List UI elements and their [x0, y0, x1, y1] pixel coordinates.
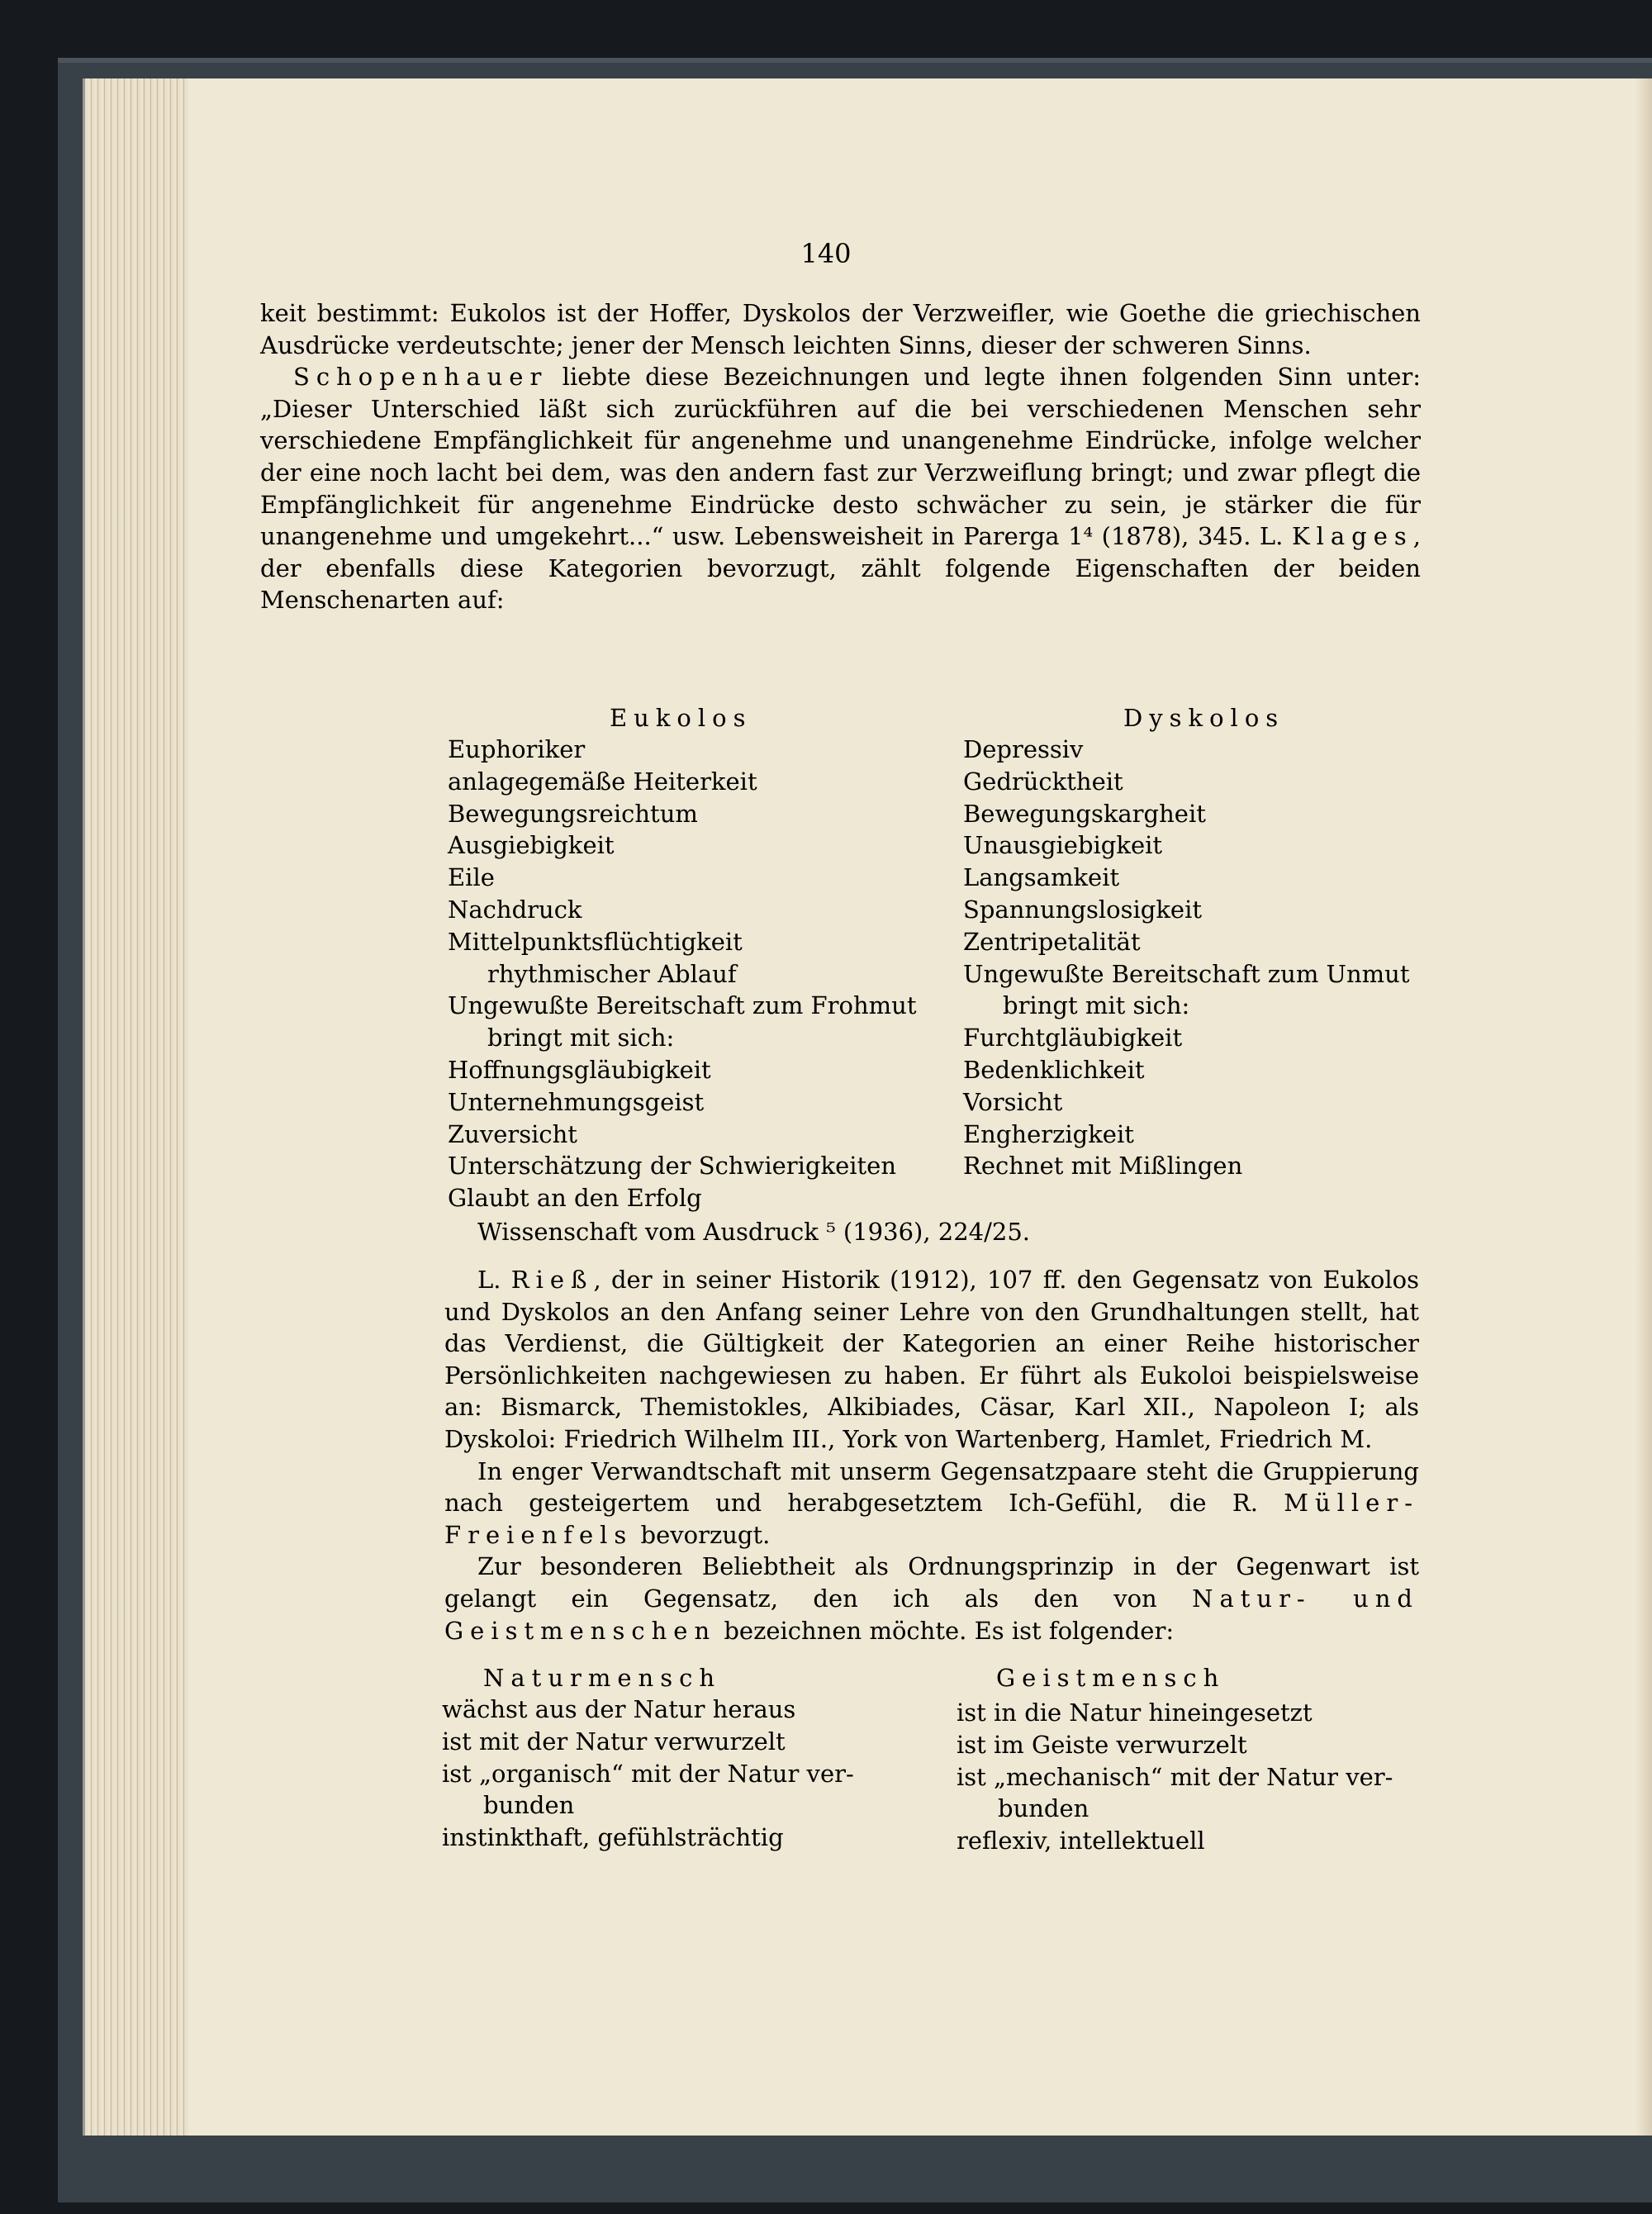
list-item: bringt mit sich: — [1003, 991, 1190, 1020]
list-item: Glaubt an den Erfolg — [448, 1184, 702, 1213]
list-item: Depressiv — [963, 735, 1084, 763]
list-item: bringt mit sich: — [487, 1024, 675, 1052]
paragraph-1: keit bestimmt: Eukolos ist der Hoffer, Dyskolos der Verzweifler, wie Goethe die griechischen Ausdrücke verdeutschte; jener der Mensch leichten Sinns, dieser der schweren Sinns. — [260, 299, 1421, 359]
list-item: ist mit der Natur verwurzelt — [442, 1727, 786, 1756]
list-item: Unternehmungsgeist — [448, 1087, 705, 1116]
paragraph-5: Zur besonderen Beliebtheit als Ordnungsprinzip in der Gegenwart ist gelangt ein Gegensatz, den ich als den von Natur- und Geistmenschen bezeichnen möchte. Es ist folgender: — [444, 1552, 1419, 1645]
list-item: Hoffnungsgläubigkeit — [448, 1055, 711, 1084]
table2-right-head: Geistmensch — [996, 1664, 1226, 1692]
list-item: reflexiv, intellektuell — [957, 1827, 1205, 1855]
list-item: Bedenklichkeit — [963, 1055, 1145, 1084]
page-stack-edges — [83, 78, 201, 2136]
table1-left-column — [448, 734, 917, 1214]
list-item: Unterschätzung der Schwierigkeiten — [448, 1152, 897, 1181]
list-item: ist „organisch“ mit der Natur ver- — [442, 1759, 854, 1788]
list-item: bunden — [998, 1794, 1089, 1823]
list-item: Nachdruck — [448, 895, 582, 924]
author-name: Rieß — [510, 1266, 594, 1294]
table1-right-head: Dyskolos — [1123, 704, 1285, 732]
list-item: Zuversicht — [448, 1119, 577, 1148]
list-item: Bewegungskargheit — [963, 799, 1206, 828]
table2-right-column — [957, 1697, 1393, 1857]
list-item: Ungewußte Bereitschaft zum Unmut — [963, 959, 1410, 988]
list-item: instinkthaft, gefühlsträchtig — [442, 1823, 784, 1852]
list-item: Ungewußte Bereitschaft zum Frohmut — [448, 991, 917, 1020]
list-item: Bewegungsreichtum — [448, 799, 698, 828]
table2-left-column — [442, 1694, 854, 1854]
list-item: Zentripetalität — [963, 927, 1141, 956]
list-item: Spannungslosigkeit — [963, 895, 1202, 924]
list-item: ist „mechanisch“ mit der Natur ver- — [957, 1762, 1393, 1791]
table1-left-head: Eukolos — [610, 704, 752, 732]
author-name: Müller-Freienfels — [444, 1489, 1419, 1549]
list-item: ist in die Natur hineingesetzt — [957, 1699, 1313, 1727]
list-item: Euphoriker — [448, 735, 586, 763]
list-item: Gedrücktheit — [963, 767, 1123, 796]
table2-left-head: Naturmensch — [483, 1664, 721, 1692]
emphasized-term: Natur- und Geistmenschen — [444, 1584, 1419, 1645]
list-item: Rechnet mit Mißlingen — [963, 1152, 1243, 1181]
list-item: anlagegemäße Heiterkeit — [448, 767, 757, 796]
author-name: Schopenhauer — [293, 363, 548, 392]
list-item: wächst aus der Natur heraus — [442, 1695, 796, 1723]
list-item: Eile — [448, 863, 495, 892]
list-item: bunden — [483, 1791, 575, 1820]
list-item: Unausgiebigkeit — [963, 831, 1163, 860]
table1-source: Wissenschaft vom Ausdruck ⁵ (1936), 224/25. — [477, 1218, 1031, 1246]
page-gutter-shadow — [1635, 78, 1652, 2136]
middle-text — [444, 1264, 1419, 1646]
list-item: Mittelpunktsflüchtigkeit — [448, 927, 743, 956]
paragraph-4: In enger Verwandtschaft mit unserm Gegensatzpaare steht die Gruppierung nach gesteigertem und herabgesetztem Ich-Gefühl, die R. Müller-Freienfels bevorzugt. — [444, 1456, 1419, 1549]
list-item: Ausgiebigkeit — [448, 831, 615, 860]
intro-text — [260, 297, 1421, 616]
table1-right-column — [963, 734, 1410, 1182]
page-number: 140 — [800, 238, 852, 269]
paragraph-2: Schopenhauer liebte diese Bezeichnungen und legte ihnen folgenden Sinn unter: „Dieser Unterschied läßt sich zurückführen auf die bei verschiedenen Menschen sehr verschiedene Empfänglichkeit für angenehme und unangenehme Eindrücke, infolge welcher der eine noch lacht bei dem, was den andern fast zur Verzweiflung bringt; und zwar pflegt die Empfänglichkeit für angenehme Eindrücke desto schwächer zu sein, je stärker die für unangenehme und umgekehrt...“ usw. Lebensweisheit in Parerga 1⁴ (1878), 345. L. Klages, der ebenfalls diese Kategorien bevorzugt, zählt folgende Eigenschaften der beiden Menschenarten auf: — [260, 363, 1421, 615]
paragraph-3: L. Rieß, der in seiner Historik (1912), 107 ff. den Gegensatz von Eukolos und Dyskolos an den Anfang seiner Lehre von den Grundhaltungen stellt, hat das Verdienst, die Gültigkeit der Kategorien an einer Reihe historischer Persönlichkeiten nachgewiesen zu haben. Er führt als Eukoloi beispielsweise an: Bismarck, Themistokles, Alkibiades, Cäsar, Karl XII., Napoleon I; als Dyskoloi: Friedrich Wilhelm III., York von Wartenberg, Hamlet, Friedrich M. — [444, 1266, 1419, 1453]
list-item: ist im Geiste verwurzelt — [957, 1730, 1247, 1759]
author-name: Klages — [1291, 522, 1413, 551]
list-item: Langsamkeit — [963, 863, 1120, 892]
list-item: rhythmischer Ablauf — [487, 959, 737, 988]
list-item: Furchtgläubigkeit — [963, 1024, 1183, 1052]
list-item: Engherzigkeit — [963, 1119, 1134, 1148]
list-item: Vorsicht — [963, 1087, 1063, 1116]
